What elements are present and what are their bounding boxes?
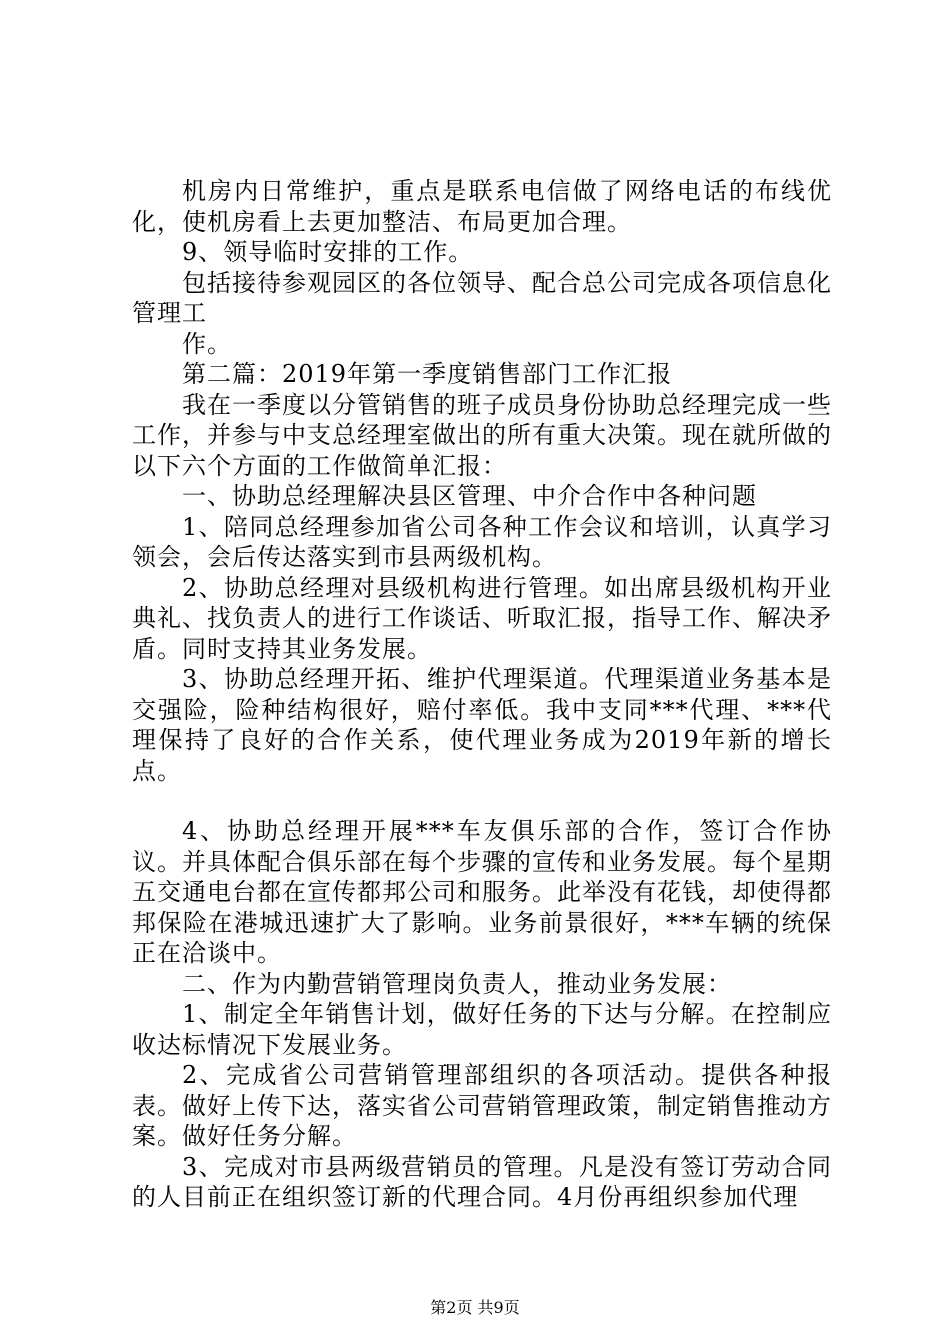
paragraph-item-2: 2、协助总经理对县级机构进行管理。如出席县级机构开业典礼、找负责人的进行工作谈话、听取汇报，指导工作、解决矛盾。同时支持其业务发展。 [132,573,832,663]
paragraph-item-1: 1、陪同总经理参加省公司各种工作会议和培训，认真学习领会，会后传达落实到市县两级机构。 [132,512,832,571]
paragraph-machine-room: 机房内日常维护，重点是联系电信做了网络电话的布线优化，使机房看上去更加整洁、布局更加合理。 [132,177,832,236]
paragraph-gap [132,786,832,816]
document-body [132,176,832,1213]
paragraph-item-3: 3、协助总经理开拓、维护代理渠道。代理渠道业务基本是交强险，险种结构很好，赔付率低。我中支同***代理、***代理保持了良好的合作关系，使代理业务成为2019年新的增长点。 [132,665,832,785]
paragraph-sales-plan: 1、制定全年销售计划，做好任务的下达与分解。在控制应收达标情况下发展业务。 [132,1000,832,1059]
heading-section-two: 二、作为内勤营销管理岗负责人，推动业务发展： [182,969,732,998]
paragraph-activities: 2、完成省公司营销管理部组织的各项活动。提供各种报表。做好上传下达，落实省公司营销管理政策，制定销售推动方案。做好任务分解。 [132,1061,832,1150]
paragraph-reception: 包括接待参观园区的各位领导、配合总公司完成各项信息化管理工 [132,268,832,327]
paragraph-intro: 我在一季度以分管销售的班子成员身份协助总经理完成一些工作，并参与中支总经理室做出的所有重大决策。现在就所做的以下六个方面的工作做简单汇报： [132,390,832,480]
heading-section-one: 一、协助总经理解决县区管理、中介合作中各种问题 [182,482,757,510]
paragraph-item-9: 9、领导临时安排的工作。 [182,238,474,266]
page-number-footer: 第2页 共9页 [430,1298,520,1317]
paragraph-item-4: 4、协助总经理开展***车友俱乐部的合作，签订合作协议。并具体配合俱乐部在每个步骤的宣传和业务发展。每个星期五交通电台都在宣传都邦公司和服务。此举没有花钱，却使得都邦保险在港城迅速扩大了影响。业务前景很好，***车辆的统保正在洽谈中。 [132,817,832,967]
section-heading-part-two: 第二篇：2019年第一季度销售部门工作汇报 [182,360,673,388]
paragraph-work-end: 作。 [182,329,232,358]
paragraph-staff-management: 3、完成对市县两级营销员的管理。凡是没有签订劳动合同的人目前正在组织签订新的代理合同。4月份再组织参加代理 [132,1152,832,1211]
